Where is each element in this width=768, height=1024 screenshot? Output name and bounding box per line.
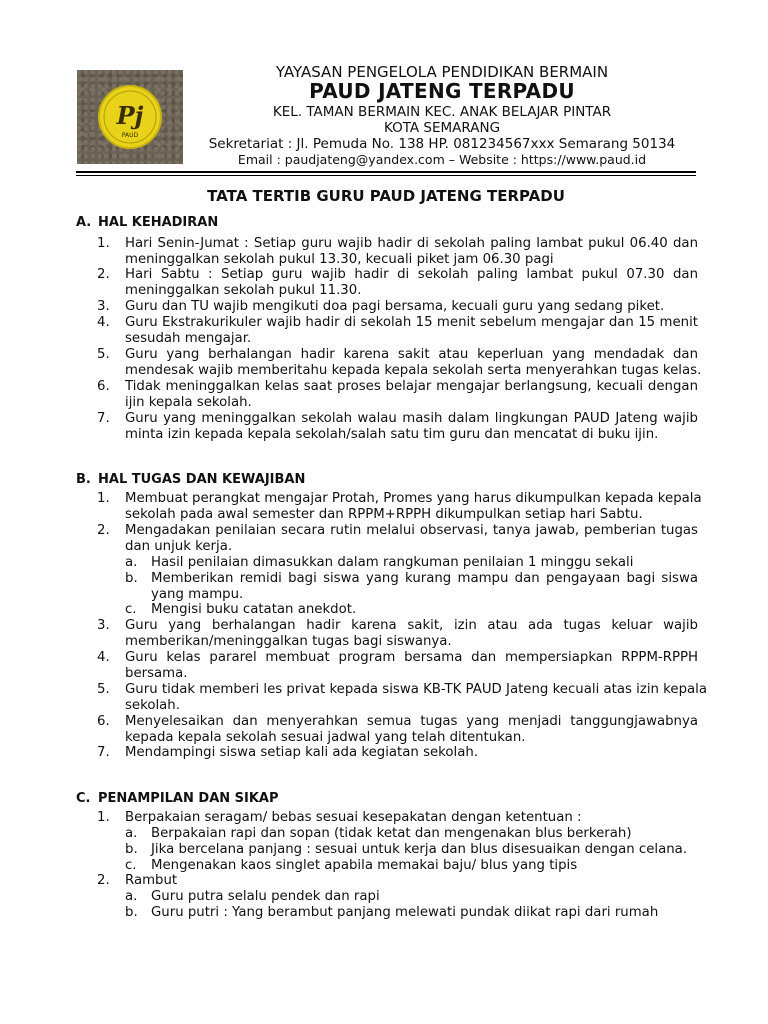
- sublist-item-line: Mengenakan kaos singlet apabila memakai baju/ blus yang tipis: [151, 858, 578, 873]
- school-city: KOTA SEMARANG: [383, 120, 501, 136]
- list-item-line: Guru tidak memberi les privat kepada siswa KB-TK PAUD Jateng kecuali atas izin kepala: [125, 682, 708, 697]
- sublist-letter: c.: [125, 602, 137, 617]
- contact-line: Email : paudjateng@yandex.com – Website : https://www.paud.id: [237, 152, 647, 167]
- sublist-item-line: yang mampu.: [151, 587, 244, 602]
- list-item-line: dan unjuk kerja.: [125, 539, 233, 554]
- list-number: 2.: [97, 873, 110, 888]
- sublist-letter: b.: [125, 571, 138, 586]
- school-subtitle: KEL. TAMAN BERMAIN KEC. ANAK BELAJAR PINTAR: [272, 104, 612, 120]
- list-item-line: Guru kelas pararel membuat program bersama dan mempersiapkan RPPM-RPPH: [125, 650, 698, 665]
- list-item-line: Guru yang berhalangan hadir karena sakit, izin atau ada tugas keluar wajib: [125, 618, 698, 633]
- sublist-letter: a.: [125, 889, 138, 904]
- list-number: 1.: [97, 491, 110, 506]
- list-item-line: meninggalkan sekolah pukul 11.30.: [125, 283, 362, 298]
- sublist-item-line: Hasil penilaian dimasukkan dalam rangkuman penilaian 1 minggu sekali: [151, 555, 634, 570]
- list-item-line: Mengadakan penilaian secara rutin melalui observasi, tanya jawab, pemberian tugas: [125, 523, 698, 538]
- list-number: 1.: [97, 810, 110, 825]
- list-item-line: Menyelesaikan dan menyerahkan semua tugas yang menjadi tanggungjawabnya: [125, 714, 698, 729]
- list-number: 3.: [97, 618, 110, 633]
- list-number: 7.: [97, 411, 110, 426]
- secretariat-address: Sekretariat : Jl. Pemuda No. 138 HP. 081234567xxx Semarang 50134: [208, 136, 676, 152]
- logo-text: Pj: [116, 101, 144, 130]
- list-item-line: Rambut: [125, 873, 178, 888]
- list-item-line: Guru Ekstrakurikuler wajib hadir di sekolah 15 menit sebelum mengajar dan 15 menit: [125, 315, 698, 330]
- list-item-line: Tidak meninggalkan kelas saat proses belajar mengajar berlangsung, kecuali dengan: [125, 379, 698, 394]
- sublist-item-line: Guru putri : Yang berambut panjang melewati pundak diikat rapi dari rumah: [151, 905, 659, 920]
- sublist-letter: a.: [125, 826, 138, 841]
- list-number: 6.: [97, 714, 110, 729]
- list-number: 3.: [97, 299, 110, 314]
- header-rule: [76, 171, 696, 173]
- section-heading-a: [76, 215, 218, 230]
- organization-name: YAYASAN PENGELOLA PENDIDIKAN BERMAIN: [275, 63, 609, 81]
- header-rule-thin: [76, 175, 696, 176]
- section-heading-b: [76, 472, 305, 487]
- logo-subtext: PAUD: [121, 132, 139, 139]
- list-item-line: Hari Sabtu : Setiap guru wajib hadir di sekolah paling lambat pukul 07.30 dan: [125, 267, 698, 282]
- section-heading-c: [76, 791, 279, 806]
- list-item-line: sekolah pada awal semester dan RPPM+RPPH dikumpulkan setiap hari Sabtu.: [125, 507, 643, 522]
- list-item-line: Membuat perangkat mengajar Protah, Promes yang harus dikumpulkan kepada kepala: [125, 491, 702, 506]
- section-letter: B.: [76, 472, 91, 487]
- list-item-line: ijin kepala sekolah.: [125, 395, 252, 410]
- list-item-line: Hari Senin-Jumat : Setiap guru wajib hadir di sekolah paling lambat pukul 06.40 dan: [125, 236, 698, 251]
- sublist-letter: b.: [125, 842, 138, 857]
- list-item-line: minta izin kepada kepala sekolah/salah satu tim guru dan mencatat di buku ijin.: [125, 427, 659, 442]
- list-item-line: meninggalkan sekolah pukul 13.30, kecuali piket jam 06.30 pagi: [125, 252, 554, 267]
- sublist-item-line: Jika bercelana panjang : sesuai untuk kerja dan blus disesuaikan dengan celana.: [151, 842, 688, 857]
- list-number: 2.: [97, 523, 110, 538]
- list-number: 7.: [97, 745, 110, 760]
- list-number: 5.: [97, 682, 110, 697]
- list-item-line: Guru yang meninggalkan sekolah walau masih dalam lingkungan PAUD Jateng wajib: [125, 411, 698, 426]
- list-item-line: mendesak wajib memberitahu kepada kepala sekolah serta menyerahkan tugas kelas.: [125, 363, 702, 378]
- list-item-line: Berpakaian seragam/ bebas sesuai kesepakatan dengan ketentuan :: [125, 810, 582, 825]
- sublist-item-line: Berpakaian rapi dan sopan (tidak ketat dan mengenakan blus berkerah): [151, 826, 632, 841]
- list-number: 5.: [97, 347, 110, 362]
- sublist-letter: a.: [125, 555, 138, 570]
- school-name: PAUD JATENG TERPADU: [309, 79, 575, 103]
- list-item-line: sesudah mengajar.: [125, 331, 252, 346]
- school-logo: [77, 70, 183, 164]
- list-item-line: sekolah.: [125, 698, 180, 713]
- sublist-letter: c.: [125, 858, 137, 873]
- document-title: TATA TERTIB GURU PAUD JATENG TERPADU: [207, 187, 565, 205]
- section-heading-text: HAL TUGAS DAN KEWAJIBAN: [98, 472, 306, 487]
- list-number: 4.: [97, 650, 110, 665]
- list-number: 6.: [97, 379, 110, 394]
- section-letter: A.: [76, 215, 92, 230]
- list-number: 1.: [97, 236, 110, 251]
- sublist-item-line: Memberikan remidi bagi siswa yang kurang mampu dan pengayaan bagi siswa: [151, 571, 698, 586]
- list-number: 4.: [97, 315, 110, 330]
- list-number: 2.: [97, 267, 110, 282]
- sublist-item-line: Guru putra selalu pendek dan rapi: [151, 889, 380, 904]
- list-item-line: memberikan/meninggalkan tugas bagi siswanya.: [125, 634, 452, 649]
- list-item-line: Guru yang berhalangan hadir karena sakit atau keperluan yang mendadak dan: [125, 347, 698, 362]
- list-item-line: Mendampingi siswa setiap kali ada kegiatan sekolah.: [125, 745, 479, 760]
- list-item-line: bersama.: [125, 666, 188, 681]
- list-item-line: Guru dan TU wajib mengikuti doa pagi bersama, kecuali guru yang sedang piket.: [125, 299, 665, 314]
- section-heading-text: PENAMPILAN DAN SIKAP: [98, 791, 279, 806]
- sublist-item-line: Mengisi buku catatan anekdot.: [151, 602, 357, 617]
- section-heading-text: HAL KEHADIRAN: [98, 215, 219, 230]
- sublist-letter: b.: [125, 905, 138, 920]
- section-letter: C.: [76, 791, 91, 806]
- list-item-line: kepada kepala sekolah sesuai jadwal yang telah ditentukan.: [125, 730, 526, 745]
